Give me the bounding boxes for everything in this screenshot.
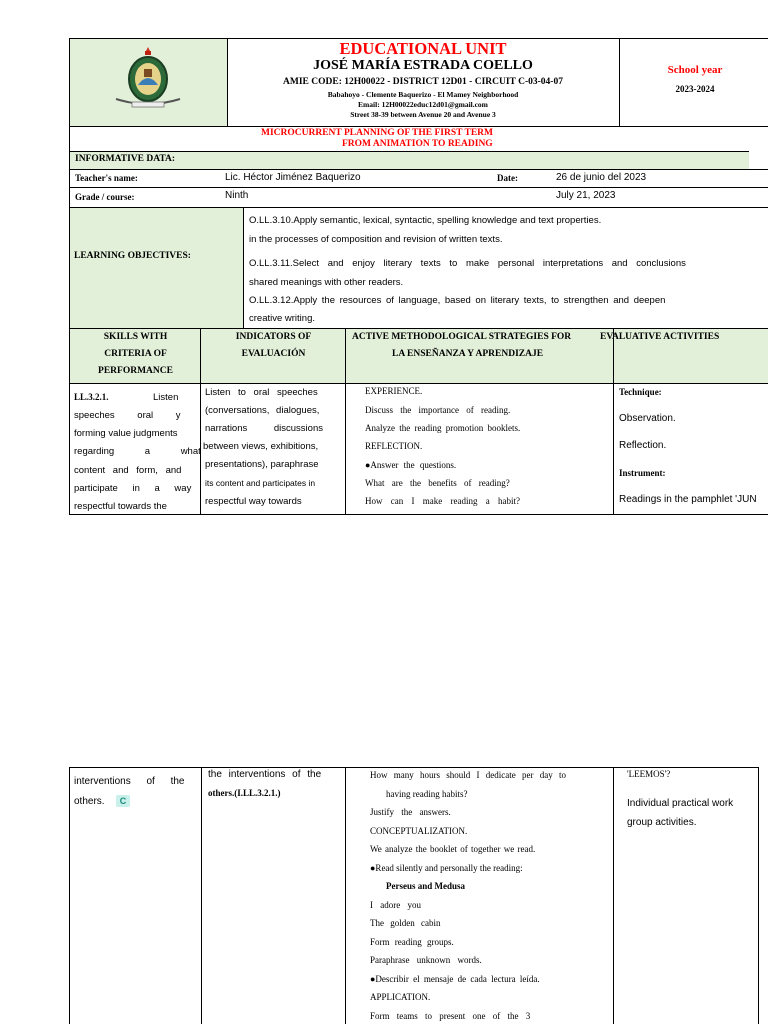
- indicator-line: between views, exhibitions,: [203, 441, 319, 452]
- school-street: Street 38-39 between Avenue 20 and Avenue 3: [350, 110, 496, 119]
- evaluative-header-label: EVALUATIVE ACTIVITIES: [600, 332, 720, 342]
- school-year-value: 2023-2024: [675, 84, 715, 94]
- technique-item: Observation.: [619, 413, 676, 424]
- indicator-line: respectful way towards: [205, 496, 302, 507]
- teacher-value: Lic. Héctor Jiménez Baquerizo: [225, 172, 361, 183]
- strategy-line: REFLECTION.: [365, 441, 423, 451]
- strategy-line: Form reading groups.: [370, 937, 454, 947]
- strategy-line: I adore you: [370, 900, 421, 910]
- skills-line: respectful towards the: [74, 501, 167, 512]
- indicator-line: Listen to oral speeches: [205, 387, 318, 398]
- school-header: [227, 38, 619, 126]
- objective-line: creative writing.: [249, 313, 315, 324]
- date-value-2: July 21, 2023: [556, 190, 616, 201]
- skills-line: forming value judgments: [74, 428, 178, 439]
- strategy-line: Form teams to present one of the 3: [370, 1011, 531, 1021]
- logo-cell: [69, 38, 227, 126]
- skills-line: content and form, and: [74, 465, 182, 476]
- evaluative-header: [600, 328, 768, 383]
- indicator-line: its content and participates in: [205, 478, 316, 488]
- school-email: Email: 12H00022educ12d01@gmail.com: [358, 100, 488, 109]
- strategy-line: Analyze the reading promotion booklets.: [365, 423, 521, 433]
- skills-cell: [69, 383, 200, 515]
- evaluative-cell: [613, 383, 768, 515]
- technique-item: Reflection.: [619, 440, 667, 451]
- skills-line: participate in a way: [74, 483, 192, 494]
- teacher-label: Teacher's name:: [75, 173, 138, 183]
- indicator-line: (conversations, dialogues,: [205, 405, 320, 416]
- school-year-label: School year: [667, 64, 723, 76]
- plan-title-line1: MICROCURRENT PLANNING OF THE FIRST TERM: [261, 128, 493, 138]
- objective-line: O.LL.3.10.Apply semantic, lexical, syntactic, spelling knowledge and text properties.: [249, 215, 602, 226]
- school-crest-emblem-icon: [108, 45, 188, 115]
- skills-line: regarding a what: [74, 446, 201, 457]
- grade-row: [69, 187, 768, 207]
- strategy-line: Discuss the importance of reading.: [365, 405, 511, 415]
- strategies-cell-continued: [345, 767, 613, 1024]
- indicators-header-line: INDICATORS OF: [235, 332, 312, 342]
- grade-value: Ninth: [225, 190, 249, 201]
- objective-line: shared meanings with other readers.: [249, 277, 404, 288]
- skills-line: interventions of the: [74, 776, 185, 787]
- strategies-header-line: ACTIVE METHODOLOGICAL STRATEGIES FOR: [352, 332, 572, 342]
- indicators-cell-continued: [201, 767, 345, 1024]
- skills-line: speeches oral y: [74, 410, 181, 421]
- strategy-line: The golden cabin: [370, 918, 441, 928]
- skills-header: [69, 328, 200, 383]
- amie-code: AMIE CODE: 12H00022 - DISTRICT 12D01 - CIRCUIT C-03-04-07: [283, 77, 563, 87]
- indicator-line: others.(I.LL.3.2.1.): [208, 788, 281, 798]
- grade-label: Grade / course:: [75, 192, 135, 202]
- strategy-line: Paraphrase unknown words.: [370, 955, 482, 965]
- school-name: JOSÉ MARÍA ESTRADA COELLO: [313, 58, 533, 73]
- evaluative-line: 'LEEMOS'?: [627, 769, 671, 779]
- indicators-header-line: EVALUACIÓN: [241, 349, 306, 359]
- skills-header-line: PERFORMANCE: [98, 366, 173, 376]
- informative-data-label: INFORMATIVE DATA:: [75, 154, 176, 164]
- strategy-line: Perseus and Medusa: [386, 881, 466, 891]
- evaluative-line: group activities.: [627, 817, 697, 828]
- skills-line: others.: [74, 796, 105, 807]
- objectives-label: LEARNING OBJECTIVES:: [74, 251, 191, 261]
- skills-cell-continued: [69, 767, 201, 1024]
- technique-label: Technique:: [619, 387, 662, 397]
- strategy-line: ●Describir el mensaje de cada lectura leída.: [370, 974, 540, 984]
- strategy-line: We analyze the booklet of together we read.: [370, 844, 536, 854]
- indicator-line: the interventions of the: [208, 769, 322, 780]
- strategy-line: How many hours should I dedicate per day to: [370, 770, 566, 780]
- strategies-cell: [345, 383, 613, 515]
- strategies-header: [345, 328, 613, 383]
- objective-line: O.LL.3.12.Apply the resources of language, based on literary texts, to strengthen and deepen: [249, 295, 666, 306]
- skills-header-line: CRITERIA OF: [104, 349, 167, 359]
- instrument-text: Readings in the pamphlet 'JUN: [619, 494, 757, 505]
- plan-title-line2: FROM ANIMATION TO READING: [342, 139, 493, 149]
- objectives-label-cell: [69, 207, 243, 328]
- date-label: Date:: [497, 173, 518, 183]
- unit-title: EDUCATIONAL UNIT: [339, 39, 507, 58]
- indicators-header: [200, 328, 345, 383]
- skills-header-line: SKILLS WITH: [103, 332, 168, 342]
- teacher-row: [69, 169, 768, 187]
- informative-data-row: [69, 151, 749, 169]
- strategy-line: EXPERIENCE.: [365, 386, 423, 396]
- plan-title-row: [69, 126, 768, 151]
- objective-line: in the processes of composition and revision of written texts.: [249, 234, 503, 245]
- objective-line: O.LL.3.11.Select and enjoy literary texts to make personal interpretations and conclusions: [249, 258, 686, 269]
- strategy-line: What are the benefits of reading?: [365, 478, 510, 488]
- skills-line: Listen: [153, 392, 179, 403]
- objectives-text-cell: [243, 207, 768, 328]
- strategy-line: ●Read silently and personally the reading:: [370, 863, 523, 873]
- school-address: Babahoyo - Clemente Baquerizo - El Mamey Neighborhood: [327, 90, 519, 99]
- date-value: 26 de junio del 2023: [556, 172, 647, 183]
- comment-badge-icon[interactable]: C: [116, 795, 130, 807]
- strategy-line: APPLICATION.: [370, 992, 431, 1002]
- strategy-line: Justify the answers.: [370, 807, 451, 817]
- strategy-line: CONCEPTUALIZATION.: [370, 826, 468, 836]
- indicator-line: presentations), paraphrase: [205, 459, 319, 470]
- school-year-cell: [619, 38, 768, 126]
- strategies-header-line: LA ENSEÑANZA Y APRENDIZAJE: [392, 349, 544, 359]
- skills-code: LL.3.2.1.: [74, 392, 109, 402]
- indicator-line: narrations discussions: [205, 423, 323, 434]
- indicators-cell: [200, 383, 345, 515]
- instrument-label: Instrument:: [619, 468, 666, 478]
- strategy-line: ●Answer the questions.: [365, 460, 457, 470]
- strategy-line: How can I make reading a habit?: [365, 496, 520, 506]
- evaluative-cell-continued: [613, 767, 759, 1024]
- evaluative-line: Individual practical work: [627, 798, 734, 809]
- strategy-line: having reading habits?: [386, 789, 468, 799]
